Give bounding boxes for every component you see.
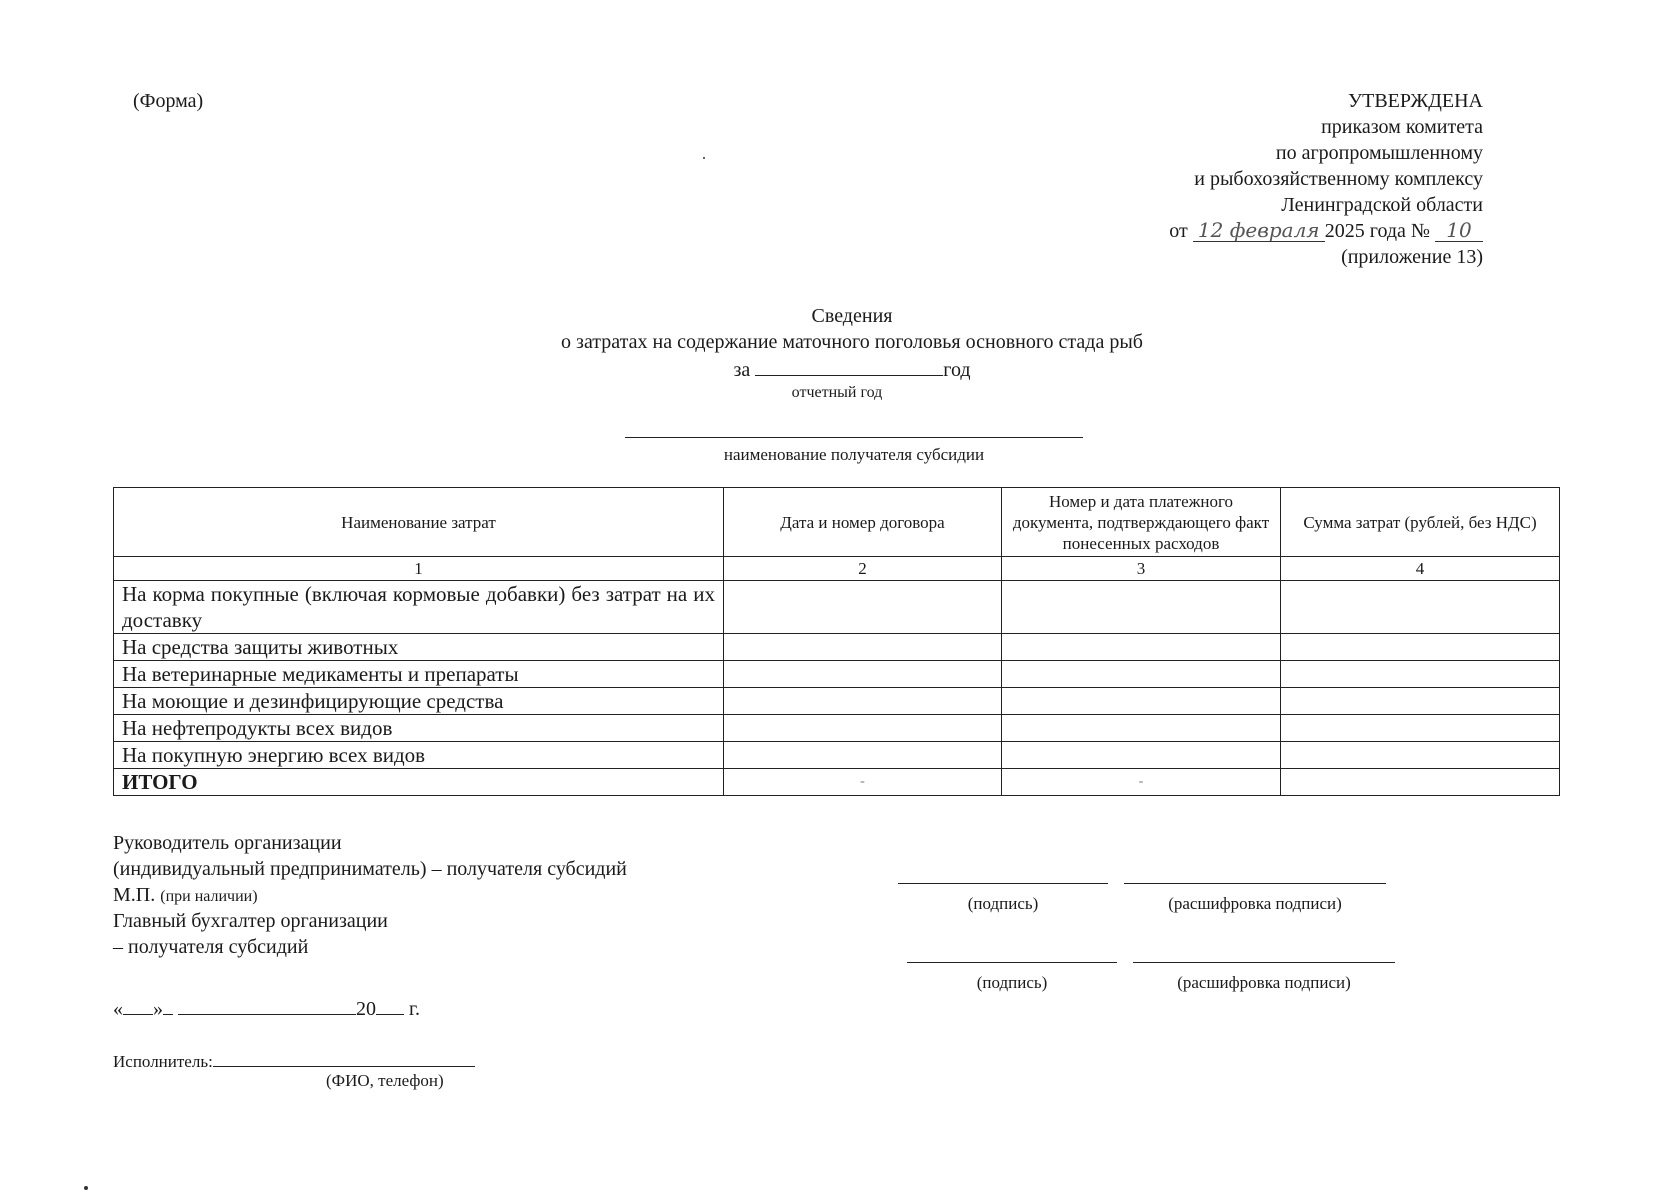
stamp-line bbox=[113, 882, 753, 908]
executor-blank[interactable] bbox=[213, 1046, 475, 1067]
header-payment-document: Номер и дата платежного документа, подтверждающего факт понесенных расходов bbox=[1002, 488, 1281, 557]
signature-text-block bbox=[113, 830, 753, 960]
cost-table bbox=[113, 487, 1560, 796]
approval-title: УТВЕРЖДЕНА bbox=[1347, 90, 1483, 112]
row-cost-name: На корма покупные (включая кормовые добавки) без затрат на их доставку bbox=[114, 581, 724, 634]
document-title-block bbox=[432, 303, 1272, 403]
cell-contract[interactable] bbox=[724, 715, 1002, 742]
approval-appendix: (приложение 13) bbox=[1341, 246, 1483, 268]
column-number: 1 bbox=[114, 557, 724, 581]
cell-amount[interactable] bbox=[1281, 581, 1560, 634]
date-month-blank[interactable] bbox=[178, 994, 356, 1015]
cell-amount[interactable] bbox=[1281, 661, 1560, 688]
date-year-blank[interactable] bbox=[376, 994, 404, 1015]
accountant-decode-caption: (расшифровка подписи) bbox=[1177, 973, 1351, 992]
total-contract-dash: - bbox=[724, 769, 1002, 796]
cell-contract[interactable] bbox=[724, 742, 1002, 769]
date-century: 20 bbox=[356, 998, 376, 1020]
executor-caption: (ФИО, телефон) bbox=[326, 1071, 444, 1090]
head-title-line-2: (индивидуальный предприниматель) – получателя субсидий bbox=[113, 858, 627, 880]
column-number: 4 bbox=[1281, 557, 1560, 581]
approval-line-3: и рыбохозяйственному комплексу bbox=[1194, 168, 1483, 190]
cell-payment-document[interactable] bbox=[1002, 742, 1281, 769]
accountant-title-line-2: – получателя субсидий bbox=[113, 936, 309, 958]
date-close-quote: » bbox=[153, 998, 163, 1020]
table-row bbox=[114, 715, 1560, 742]
head-title-line-1: Руководитель организации bbox=[113, 832, 342, 854]
total-payment-dash: - bbox=[1002, 769, 1281, 796]
accountant-title-line-1: Главный бухгалтер организации bbox=[113, 910, 388, 932]
cell-amount[interactable] bbox=[1281, 715, 1560, 742]
cell-amount[interactable] bbox=[1281, 634, 1560, 661]
cell-contract[interactable] bbox=[724, 581, 1002, 634]
table-row bbox=[114, 661, 1560, 688]
cell-payment-document[interactable] bbox=[1002, 634, 1281, 661]
period-caption: отчетный год bbox=[791, 384, 883, 401]
table-row bbox=[114, 742, 1560, 769]
cell-payment-document[interactable] bbox=[1002, 715, 1281, 742]
row-cost-name: На средства защиты животных bbox=[114, 634, 724, 661]
cell-amount[interactable] bbox=[1281, 742, 1560, 769]
approval-date-line bbox=[963, 218, 1483, 244]
stamp-label: М.П. bbox=[113, 884, 156, 906]
total-label: ИТОГО bbox=[114, 769, 724, 796]
date-line bbox=[113, 994, 420, 1022]
header-contract: Дата и номер договора bbox=[724, 488, 1002, 557]
period-year-word: год bbox=[943, 359, 971, 381]
row-cost-name: На ветеринарные медикаменты и препараты bbox=[114, 661, 724, 688]
report-period-line bbox=[432, 355, 1272, 383]
executor-line bbox=[113, 1046, 475, 1073]
approval-line-2: по агропромышленному bbox=[1275, 142, 1483, 164]
cell-amount[interactable] bbox=[1281, 688, 1560, 715]
header-cost-name: Наименование затрат bbox=[114, 488, 724, 557]
table-row bbox=[114, 634, 1560, 661]
table-row bbox=[114, 581, 1560, 634]
header-amount: Сумма затрат (рублей, без НДС) bbox=[1281, 488, 1560, 557]
column-number: 3 bbox=[1002, 557, 1281, 581]
head-signature-caption: (подпись) bbox=[967, 894, 1039, 913]
recipient-name-line[interactable] bbox=[625, 437, 1083, 438]
approval-block bbox=[963, 88, 1483, 270]
total-amount-cell[interactable] bbox=[1281, 769, 1560, 796]
cell-contract[interactable] bbox=[724, 688, 1002, 715]
cell-payment-document[interactable] bbox=[1002, 661, 1281, 688]
period-year-blank[interactable] bbox=[755, 355, 943, 376]
executor-label: Исполнитель: bbox=[113, 1052, 213, 1071]
document-subtitle: о затратах на содержание маточного поголовья основного стада рыб bbox=[561, 331, 1143, 353]
head-decode-caption: (расшифровка подписи) bbox=[1168, 894, 1342, 913]
head-signature-line[interactable] bbox=[898, 883, 1108, 884]
row-cost-name: На покупную энергию всех видов bbox=[114, 742, 724, 769]
row-cost-name: На моющие и дезинфицирующие средства bbox=[114, 688, 724, 715]
recipient-caption: наименование получателя субсидии bbox=[723, 445, 985, 464]
table-header-row bbox=[114, 488, 1560, 557]
cell-payment-document[interactable] bbox=[1002, 581, 1281, 634]
date-year-suffix: г. bbox=[409, 998, 420, 1020]
table-total-row bbox=[114, 769, 1560, 796]
scan-speck bbox=[84, 1186, 88, 1190]
date-day-blank[interactable] bbox=[123, 994, 153, 1015]
accountant-decode-line[interactable] bbox=[1133, 962, 1395, 963]
row-cost-name: На нефтепродукты всех видов bbox=[114, 715, 724, 742]
table-number-row bbox=[114, 557, 1560, 581]
period-for: за bbox=[733, 359, 751, 381]
date-gap-blank bbox=[163, 994, 173, 1015]
accountant-signature-line[interactable] bbox=[907, 962, 1117, 963]
cell-contract[interactable] bbox=[724, 661, 1002, 688]
approval-line-4: Ленинградской области bbox=[1281, 194, 1483, 216]
head-decode-line[interactable] bbox=[1124, 883, 1386, 884]
cell-payment-document[interactable] bbox=[1002, 688, 1281, 715]
approval-year: 2025 года № bbox=[1324, 220, 1430, 242]
handwritten-number: 10 bbox=[1435, 219, 1483, 242]
approval-line-1: приказом комитета bbox=[1321, 116, 1483, 138]
scan-speck bbox=[703, 157, 705, 159]
accountant-signature-caption: (подпись) bbox=[976, 973, 1048, 992]
handwritten-date: 12 февраля bbox=[1193, 219, 1325, 242]
form-label: (Форма) bbox=[133, 90, 204, 112]
approval-from: от bbox=[1169, 220, 1188, 242]
table-row bbox=[114, 688, 1560, 715]
stamp-note: (при наличии) bbox=[160, 888, 258, 905]
cell-contract[interactable] bbox=[724, 634, 1002, 661]
document-heading: Сведения bbox=[811, 305, 893, 327]
date-open-quote: « bbox=[113, 998, 123, 1020]
column-number: 2 bbox=[724, 557, 1002, 581]
